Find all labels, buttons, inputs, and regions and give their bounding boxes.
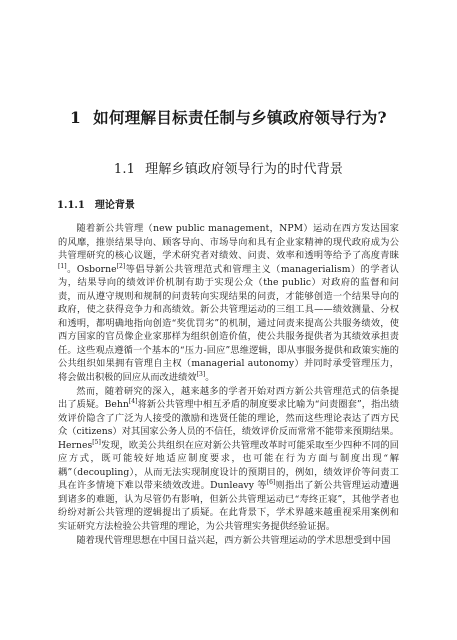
citation-ref: [3] bbox=[196, 371, 206, 379]
paragraph-text: 则指出了新公共管理运动遭遇到诸多的难题，认为尽管仍有影响，但新公共管理运动已“寿终正寝”，其他学者也纷纷对新公共管理的逻辑提出了质疑。在此背景下，学术界越来越重视采用案例和实证研究方法检验公共管理的理论，为公共管理实务提供经验证据。 bbox=[58, 480, 400, 533]
chapter-number: 1 bbox=[70, 108, 82, 127]
paragraph-text: 随着现代管理思想在中国日益兴起，西方新公共管理运动的学术思想受到中国 bbox=[76, 534, 391, 546]
section-title bbox=[0, 158, 457, 177]
citation-ref: [1] bbox=[58, 262, 67, 270]
section-title-text: 理解乡镇政府领导行为的时代背景 bbox=[145, 162, 344, 177]
subsection-title-text: 理论背景 bbox=[94, 200, 135, 211]
body-text bbox=[58, 222, 399, 547]
body-paragraph bbox=[58, 385, 399, 534]
paragraph-text: 将新公共管理中相互矛盾的制度要求比喻为“问责圈套”，指出绩效评价隐含了广泛为人接受的激励和选贤任能的理论，然而这些理论表达了西方民众（citizens）对其国家公务人员的不信任，绩效评价反而常常不能带来预期结果。Hernes bbox=[58, 399, 399, 451]
citation-ref: [5] bbox=[92, 438, 101, 446]
subsection-number: 1.1.1 bbox=[57, 200, 85, 211]
paragraph-text: 发现，欧美公共组织在应对新公共管理改革时可能采取至少四种不同的回应方式，既可能较好地适应制度要求，也可能在行为方面与制度出现“解耦”（decoupling），从而无法实现制度设计的预期目的，例如，绩效评价等问责工具在许多情境下难以带来绩效改进。Dunleavy 等 bbox=[58, 439, 399, 492]
section-number: 1.1 bbox=[113, 162, 136, 177]
subsection-title bbox=[57, 196, 135, 211]
chapter-title bbox=[0, 106, 457, 128]
body-paragraph bbox=[58, 534, 399, 548]
chapter-title-text: 如何理解目标责任制与乡镇政府领导行为? bbox=[93, 108, 387, 127]
paragraph-text: 。 bbox=[205, 372, 215, 384]
paragraph-text: 随着新公共管理（new public management，NPM）运动在西方发达国家的风靡，推崇结果导向、顾客导向、市场导向和具有企业家精神的现代政府成为公共管理研究的核心议题，学术研究者对绩效、问责、效率和透明等给予了高度青睐 bbox=[58, 223, 399, 262]
paragraph-text: 。Osborne bbox=[66, 263, 117, 275]
paragraph-text: 等倡导新公共管理范式和管理主义（managerialism）的学者认为，结果导向的绩效评价机制有助于实现公众（the public）对政府的监督和问责，而从遵守规则和规制的问责转向实现结果的问责，才能够创造一个结果导向的政府，使之获得竞争力和高绩效。新公共管理运动的三组工具——绩效测量、分权和透明，都明确地指向创造“奖优罚劣”的机制，通过问责来提高公共服务绩效，使西方国家的官员像企业家那样为组织创造价值，使公共服务提供者为其绩效承担责任。这些观点遵循一个基本的“压力-回应”思维逻辑，即从事服务提供和政策实施的公共组织如果拥有管理自主权（managerial autonomy）并同时承受管理压力，将会做出积极的回应从而改进绩效 bbox=[58, 263, 399, 384]
citation-ref: [6] bbox=[266, 479, 276, 487]
body-paragraph bbox=[58, 222, 399, 385]
paragraph-text: 然而，随着研究的深入，越来越多的学者开始对西方新公共管理范式的信条提出了质疑。Behn bbox=[58, 385, 399, 411]
citation-ref: [2] bbox=[116, 262, 126, 270]
citation-ref: [4] bbox=[128, 398, 138, 406]
